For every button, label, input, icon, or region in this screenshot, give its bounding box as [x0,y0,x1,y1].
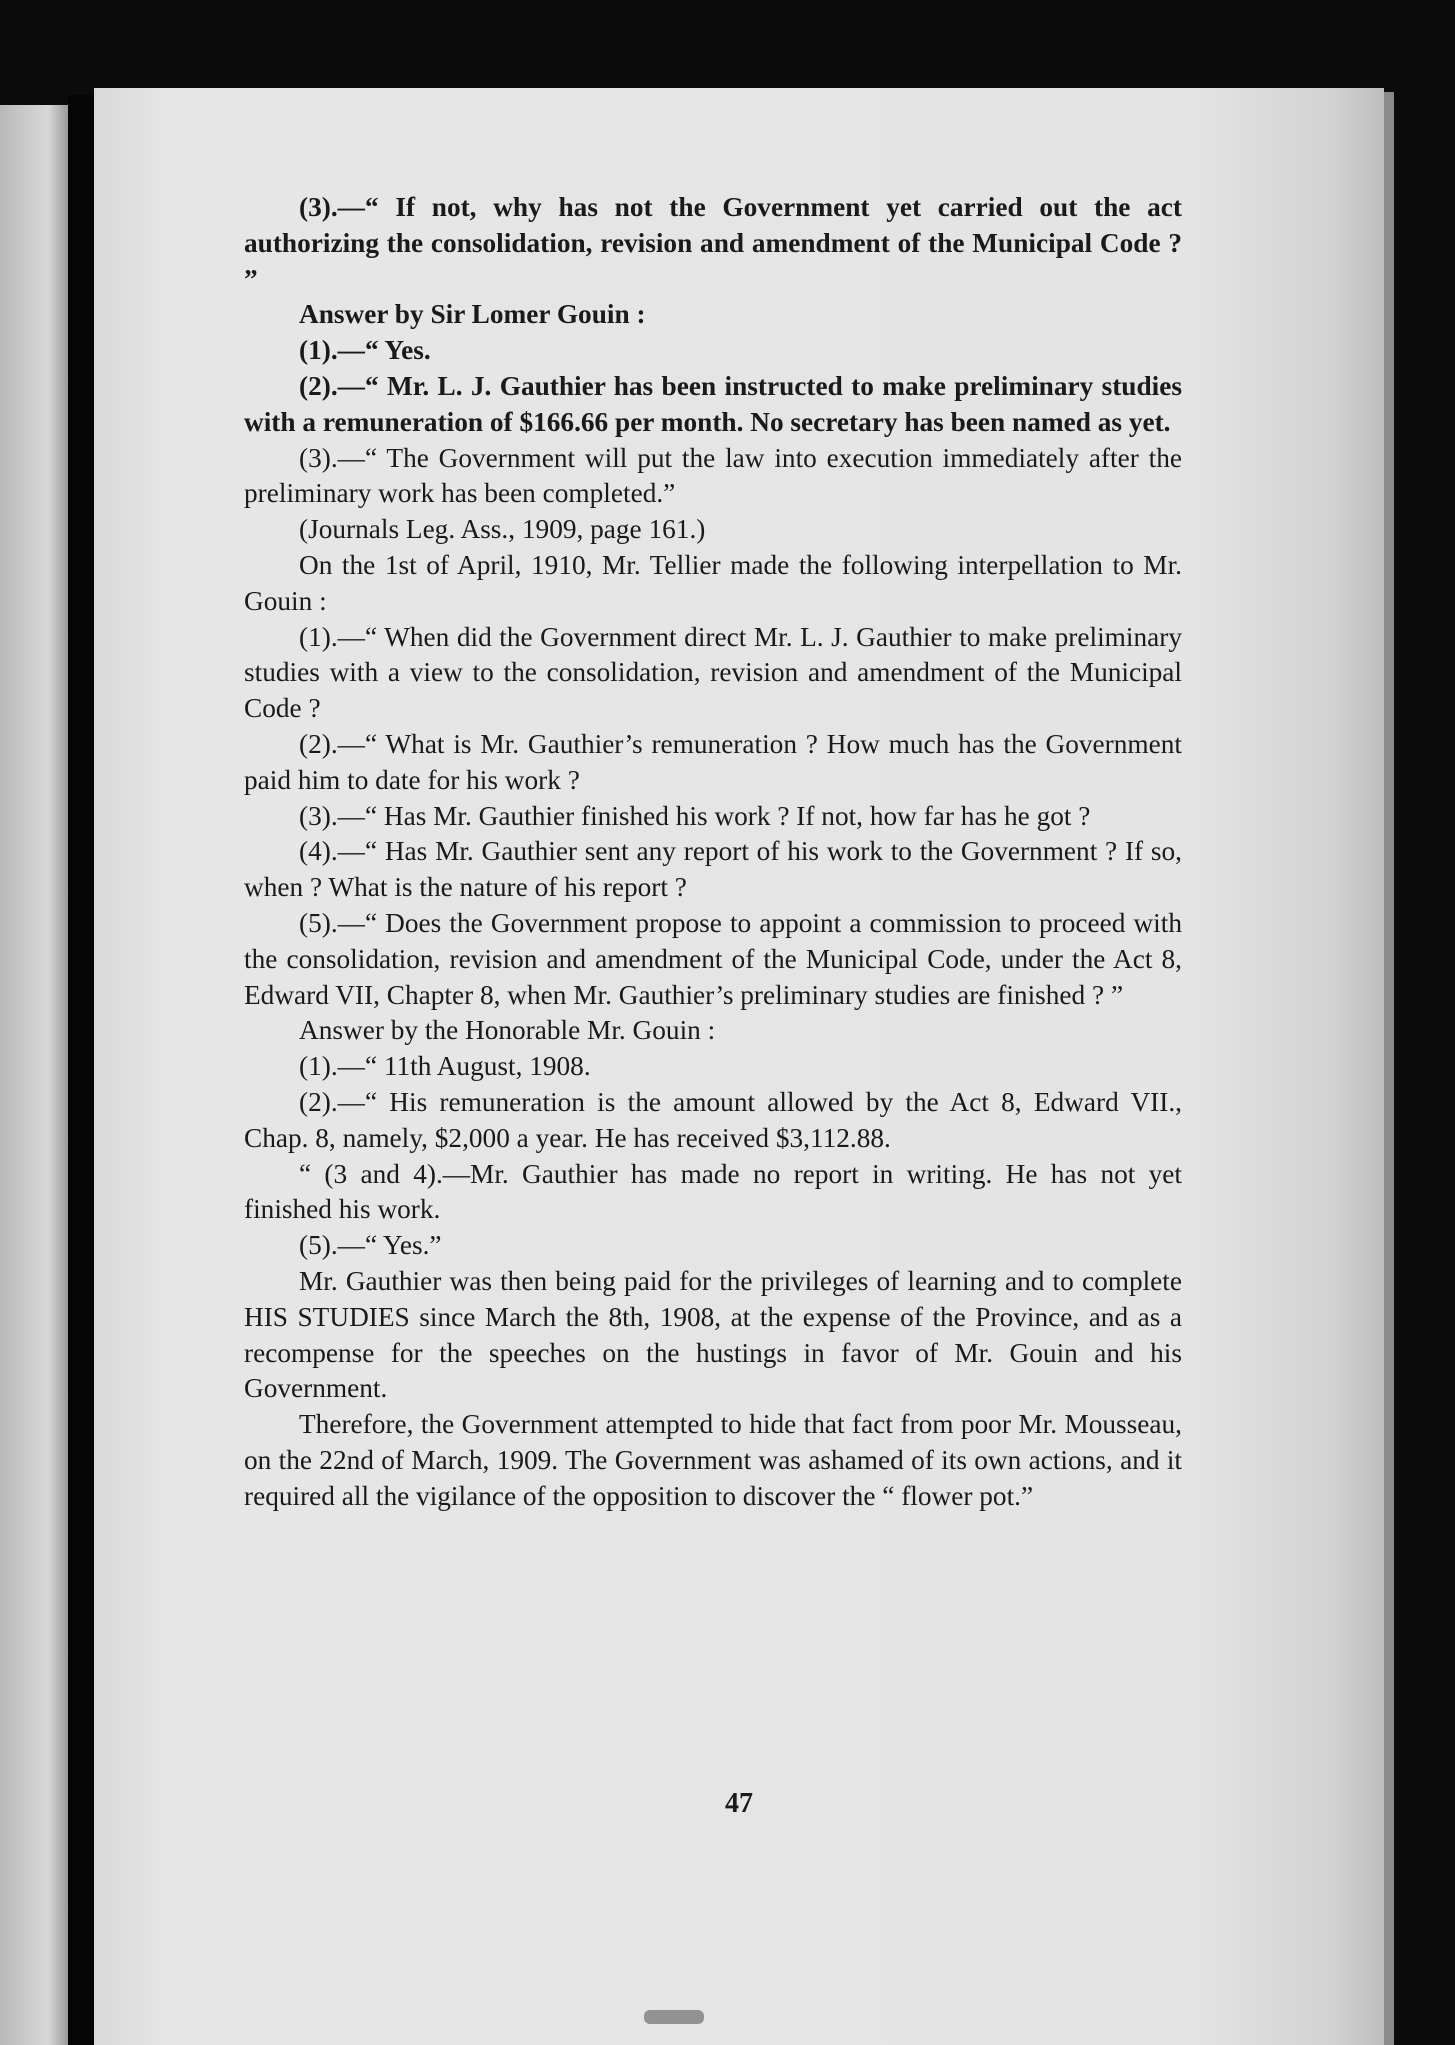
paragraph-answer-3: (3).—“ The Government will put the law into execution immediately after the preliminary work has been completed.” [244,442,1182,509]
paragraph-interpellation-5: (5).—“ Does the Government propose to appoint a commission to proceed with the consolidation, revision and amendment of the Municipal Code, under the Act 8, Edward VII, Chapter 8, when Mr. Gauthier’s preliminary studies are finished ? ” [244,907,1182,1010]
paragraph-interpellation-2: (2).—“ What is Mr. Gauthier’s remuneration ? How much has the Government paid him to date for his work ? [244,728,1182,795]
paragraph-interpellation-4: (4).—“ Has Mr. Gauthier sent any report of his work to the Government ? If so, when ? What is the nature of his report ? [244,836,1182,903]
paragraph-reply-5: (5).—“ Yes.” [299,1230,442,1261]
paragraph-reply-heading: Answer by the Honorable Mr. Gouin : [299,1015,716,1046]
print-smudge [644,2010,704,2024]
book-page [94,88,1384,2045]
book-gutter [68,95,94,2045]
paragraph-reply-3-4: “ (3 and 4).—Mr. Gauthier has made no report in writing. He has not yet finished his work. [244,1158,1182,1225]
page-number: 47 [725,1788,753,1819]
paragraph-commentary-1: Mr. Gauthier was then being paid for the privileges of learning and to complete HIS STUDIES since March the 8th, 1908, at the expense of the Province, and as a recompense for the speeches on the hustings in favor of Mr. Gouin and his Government. [244,1265,1182,1404]
paragraph-interpellation-intro: On the 1st of April, 1910, Mr. Tellier made the following interpellation to Mr. Gouin : [244,549,1182,616]
paragraph-reply-1: (1).—“ 11th August, 1908. [299,1051,591,1082]
page-shadow-edge [1384,92,1394,2045]
page-body-text [244,190,1182,1514]
paragraph-citation: (Journals Leg. Ass., 1909, page 161.) [299,514,706,545]
paragraph-answer-2: (2).—“ Mr. L. J. Gauthier has been instructed to make preliminary studies with a remuneration of $166.66 per month. No secretary has been named as yet. [244,370,1182,437]
paragraph-reply-2: (2).—“ His remuneration is the amount allowed by the Act 8, Edward VII., Chap. 8, namely, $2,000 a year. He has received $3,112.88. [244,1086,1182,1153]
paragraph-commentary-2: Therefore, the Government attempted to hide that fact from poor Mr. Mousseau, on the 22nd of March, 1909. The Government was ashamed of its own actions, and it required all the vigilance of the opposition to discover the “ flower pot.” [244,1409,1182,1511]
paragraph-answer-1: (1).—“ Yes. [299,335,431,366]
paragraph-interpellation-1: (1).—“ When did the Government direct Mr. L. J. Gauthier to make preliminary studies with a view to the consolidation, revision and amendment of the Municipal Code ? [244,621,1182,724]
paragraph-answer-heading: Answer by Sir Lomer Gouin : [299,299,646,330]
paragraph-interpellation-3: (3).—“ Has Mr. Gauthier finished his work ? If not, how far has he got ? [299,800,1091,831]
paragraph-question-3: (3).—“ If not, why has not the Government yet carried out the act authorizing the consolidation, revision and amendment of the Municipal Code ? ” [244,192,1182,294]
facing-page-edge [0,105,68,2045]
